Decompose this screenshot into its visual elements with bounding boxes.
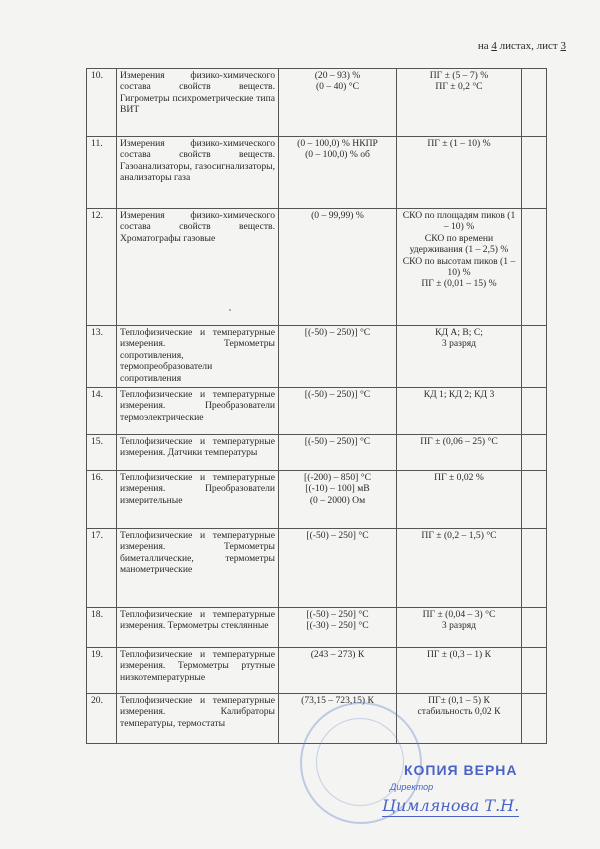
row-range bbox=[279, 648, 397, 694]
header-middle: листах, лист bbox=[496, 40, 561, 52]
row-accuracy bbox=[397, 608, 522, 648]
range-line: [(-30) – 250] °С bbox=[306, 620, 369, 632]
row-description: Теплофизические и температурные измерения. Датчики температуры bbox=[117, 435, 279, 471]
row-description: Теплофизические и температурные измерения. Термометры ртутные низкотемпературные bbox=[117, 648, 279, 694]
row-range bbox=[279, 435, 397, 471]
row-extra bbox=[522, 209, 547, 326]
row-range bbox=[279, 137, 397, 209]
range-line: [(-50) – 250)] °С bbox=[304, 389, 371, 400]
row-extra bbox=[522, 388, 547, 435]
range-line: (0 – 100,0) % НКПР bbox=[297, 138, 378, 149]
row-description: Теплофизические и температурные измерения. Преобразователи термоэлектрические bbox=[117, 388, 279, 435]
accuracy-line: ПГ ± 0,02 % bbox=[434, 472, 484, 483]
row-extra bbox=[522, 326, 547, 388]
table-row bbox=[87, 608, 547, 648]
row-number: 16. bbox=[87, 471, 117, 529]
range-line: [(-10) – 100] мВ bbox=[305, 483, 370, 495]
row-number: 19. bbox=[87, 648, 117, 694]
copy-title: КОПИЯ ВЕРНА bbox=[404, 762, 518, 778]
row-number: 20. bbox=[87, 694, 117, 744]
row-accuracy bbox=[397, 326, 522, 388]
row-accuracy bbox=[397, 435, 522, 471]
scan-speck bbox=[229, 309, 231, 311]
row-extra bbox=[522, 137, 547, 209]
row-description: Теплофизические и температурные измерения. Термометры стеклянные bbox=[117, 608, 279, 648]
row-number: 15. bbox=[87, 435, 117, 471]
accuracy-line: 3 разряд bbox=[441, 620, 477, 632]
table-row bbox=[87, 326, 547, 388]
range-line: [(-50) – 250)] °С bbox=[304, 327, 371, 338]
range-line: [(-50) – 250] °С bbox=[306, 609, 369, 620]
row-range bbox=[279, 69, 397, 137]
accuracy-line: КД А; В; С; bbox=[435, 327, 483, 338]
row-number: 17. bbox=[87, 529, 117, 608]
range-line: (73,15 – 723,15) К bbox=[301, 695, 374, 706]
row-number: 13. bbox=[87, 326, 117, 388]
accuracy-line: ПГ ± (0,01 – 15) % bbox=[421, 278, 497, 290]
range-line: [(-50) – 250)] °С bbox=[304, 436, 371, 447]
row-accuracy bbox=[397, 529, 522, 608]
row-range bbox=[279, 471, 397, 529]
certified-copy-stamp bbox=[382, 762, 542, 822]
row-extra bbox=[522, 694, 547, 744]
table-row bbox=[87, 209, 547, 326]
accuracy-line: ПГ ± 0,2 °С bbox=[435, 81, 483, 93]
accuracy-line: СКО по времени удерживания (1 – 2,5) % bbox=[409, 232, 509, 256]
table-row bbox=[87, 648, 547, 694]
header-prefix: на bbox=[477, 40, 492, 52]
row-range bbox=[279, 608, 397, 648]
row-extra bbox=[522, 435, 547, 471]
row-accuracy bbox=[397, 69, 522, 137]
row-accuracy bbox=[397, 648, 522, 694]
row-description: Теплофизические и температурные измерения. Преобразователи измерительные bbox=[117, 471, 279, 529]
row-number: 11. bbox=[87, 137, 117, 209]
table-row bbox=[87, 388, 547, 435]
row-range bbox=[279, 209, 397, 326]
row-extra bbox=[522, 608, 547, 648]
accuracy-line: СКО по площадям пиков (1 – 10) % bbox=[402, 210, 516, 233]
row-number: 14. bbox=[87, 388, 117, 435]
accuracy-line: ПГ ± (0,3 – 1) К bbox=[426, 649, 492, 660]
row-accuracy bbox=[397, 388, 522, 435]
accuracy-line: ПГ ± (1 – 10) % bbox=[427, 138, 491, 149]
row-number: 12. bbox=[87, 209, 117, 326]
row-description: Измерения физико-химического состава свойств веществ. Гигрометры психрометрические типа ВИТ bbox=[117, 69, 279, 137]
row-description: Измерения физико-химического состава свойств веществ. Газоанализаторы, газосигнализаторы, анализаторы газа bbox=[117, 137, 279, 209]
range-line: [(-50) – 250] °С bbox=[306, 530, 369, 541]
range-line: [(-200) – 850] °С bbox=[304, 472, 371, 483]
row-description: Теплофизические и температурные измерения. Термометры сопротивления, термопреобразователи сопротивления bbox=[117, 326, 279, 388]
sheet-number: 3 bbox=[560, 40, 566, 52]
sheet-header bbox=[478, 40, 566, 52]
row-number: 10. bbox=[87, 69, 117, 137]
row-range bbox=[279, 326, 397, 388]
accuracy-line: ПГ± (0,1 – 5) К bbox=[428, 695, 490, 706]
copy-role: Директор bbox=[390, 782, 434, 792]
table-row bbox=[87, 435, 547, 471]
row-description: Измерения физико-химического состава свойств веществ. Хроматографы газовые bbox=[117, 209, 279, 326]
row-extra bbox=[522, 69, 547, 137]
accuracy-line: КД 1; КД 2; КД 3 bbox=[423, 389, 495, 400]
range-line: (20 – 93) % bbox=[314, 70, 361, 81]
range-line: (243 – 273) К bbox=[310, 649, 365, 660]
range-line: (0 – 99,99) % bbox=[311, 210, 364, 221]
range-line: (0 – 2000) Ом bbox=[309, 494, 366, 506]
table-row bbox=[87, 529, 547, 608]
table-row bbox=[87, 69, 547, 137]
table-row bbox=[87, 137, 547, 209]
row-accuracy bbox=[397, 209, 522, 326]
copy-signature: Цимлянова Т.Н. bbox=[382, 796, 520, 815]
row-range bbox=[279, 529, 397, 608]
accuracy-line: стабильность 0,02 К bbox=[417, 706, 501, 718]
row-extra bbox=[522, 471, 547, 529]
range-line: (0 – 100,0) % об bbox=[305, 149, 370, 161]
accuracy-line: ПГ ± (0,06 – 25) °С bbox=[420, 436, 498, 447]
row-number: 18. bbox=[87, 608, 117, 648]
accreditation-table bbox=[86, 68, 547, 744]
accuracy-line: СКО по высотам пиков (1 – 10) % bbox=[402, 255, 516, 279]
accuracy-line: 3 разряд bbox=[441, 338, 477, 350]
table-row bbox=[87, 471, 547, 529]
row-extra bbox=[522, 529, 547, 608]
row-description: Теплофизические и температурные измерения. Калибраторы температуры, термостаты bbox=[117, 694, 279, 744]
accuracy-line: ПГ ± (5 – 7) % bbox=[429, 70, 489, 81]
row-range bbox=[279, 388, 397, 435]
row-description: Теплофизические и температурные измерения. Термометры биметаллические, термометры манометрические bbox=[117, 529, 279, 608]
row-extra bbox=[522, 648, 547, 694]
range-line: (0 – 40) °С bbox=[315, 81, 359, 93]
row-accuracy bbox=[397, 137, 522, 209]
sheets-count: 4 bbox=[491, 40, 497, 52]
accuracy-line: ПГ ± (0,2 – 1,5) °С bbox=[421, 530, 497, 541]
row-accuracy bbox=[397, 471, 522, 529]
accuracy-line: ПГ ± (0,04 – 3) °С bbox=[422, 609, 496, 620]
